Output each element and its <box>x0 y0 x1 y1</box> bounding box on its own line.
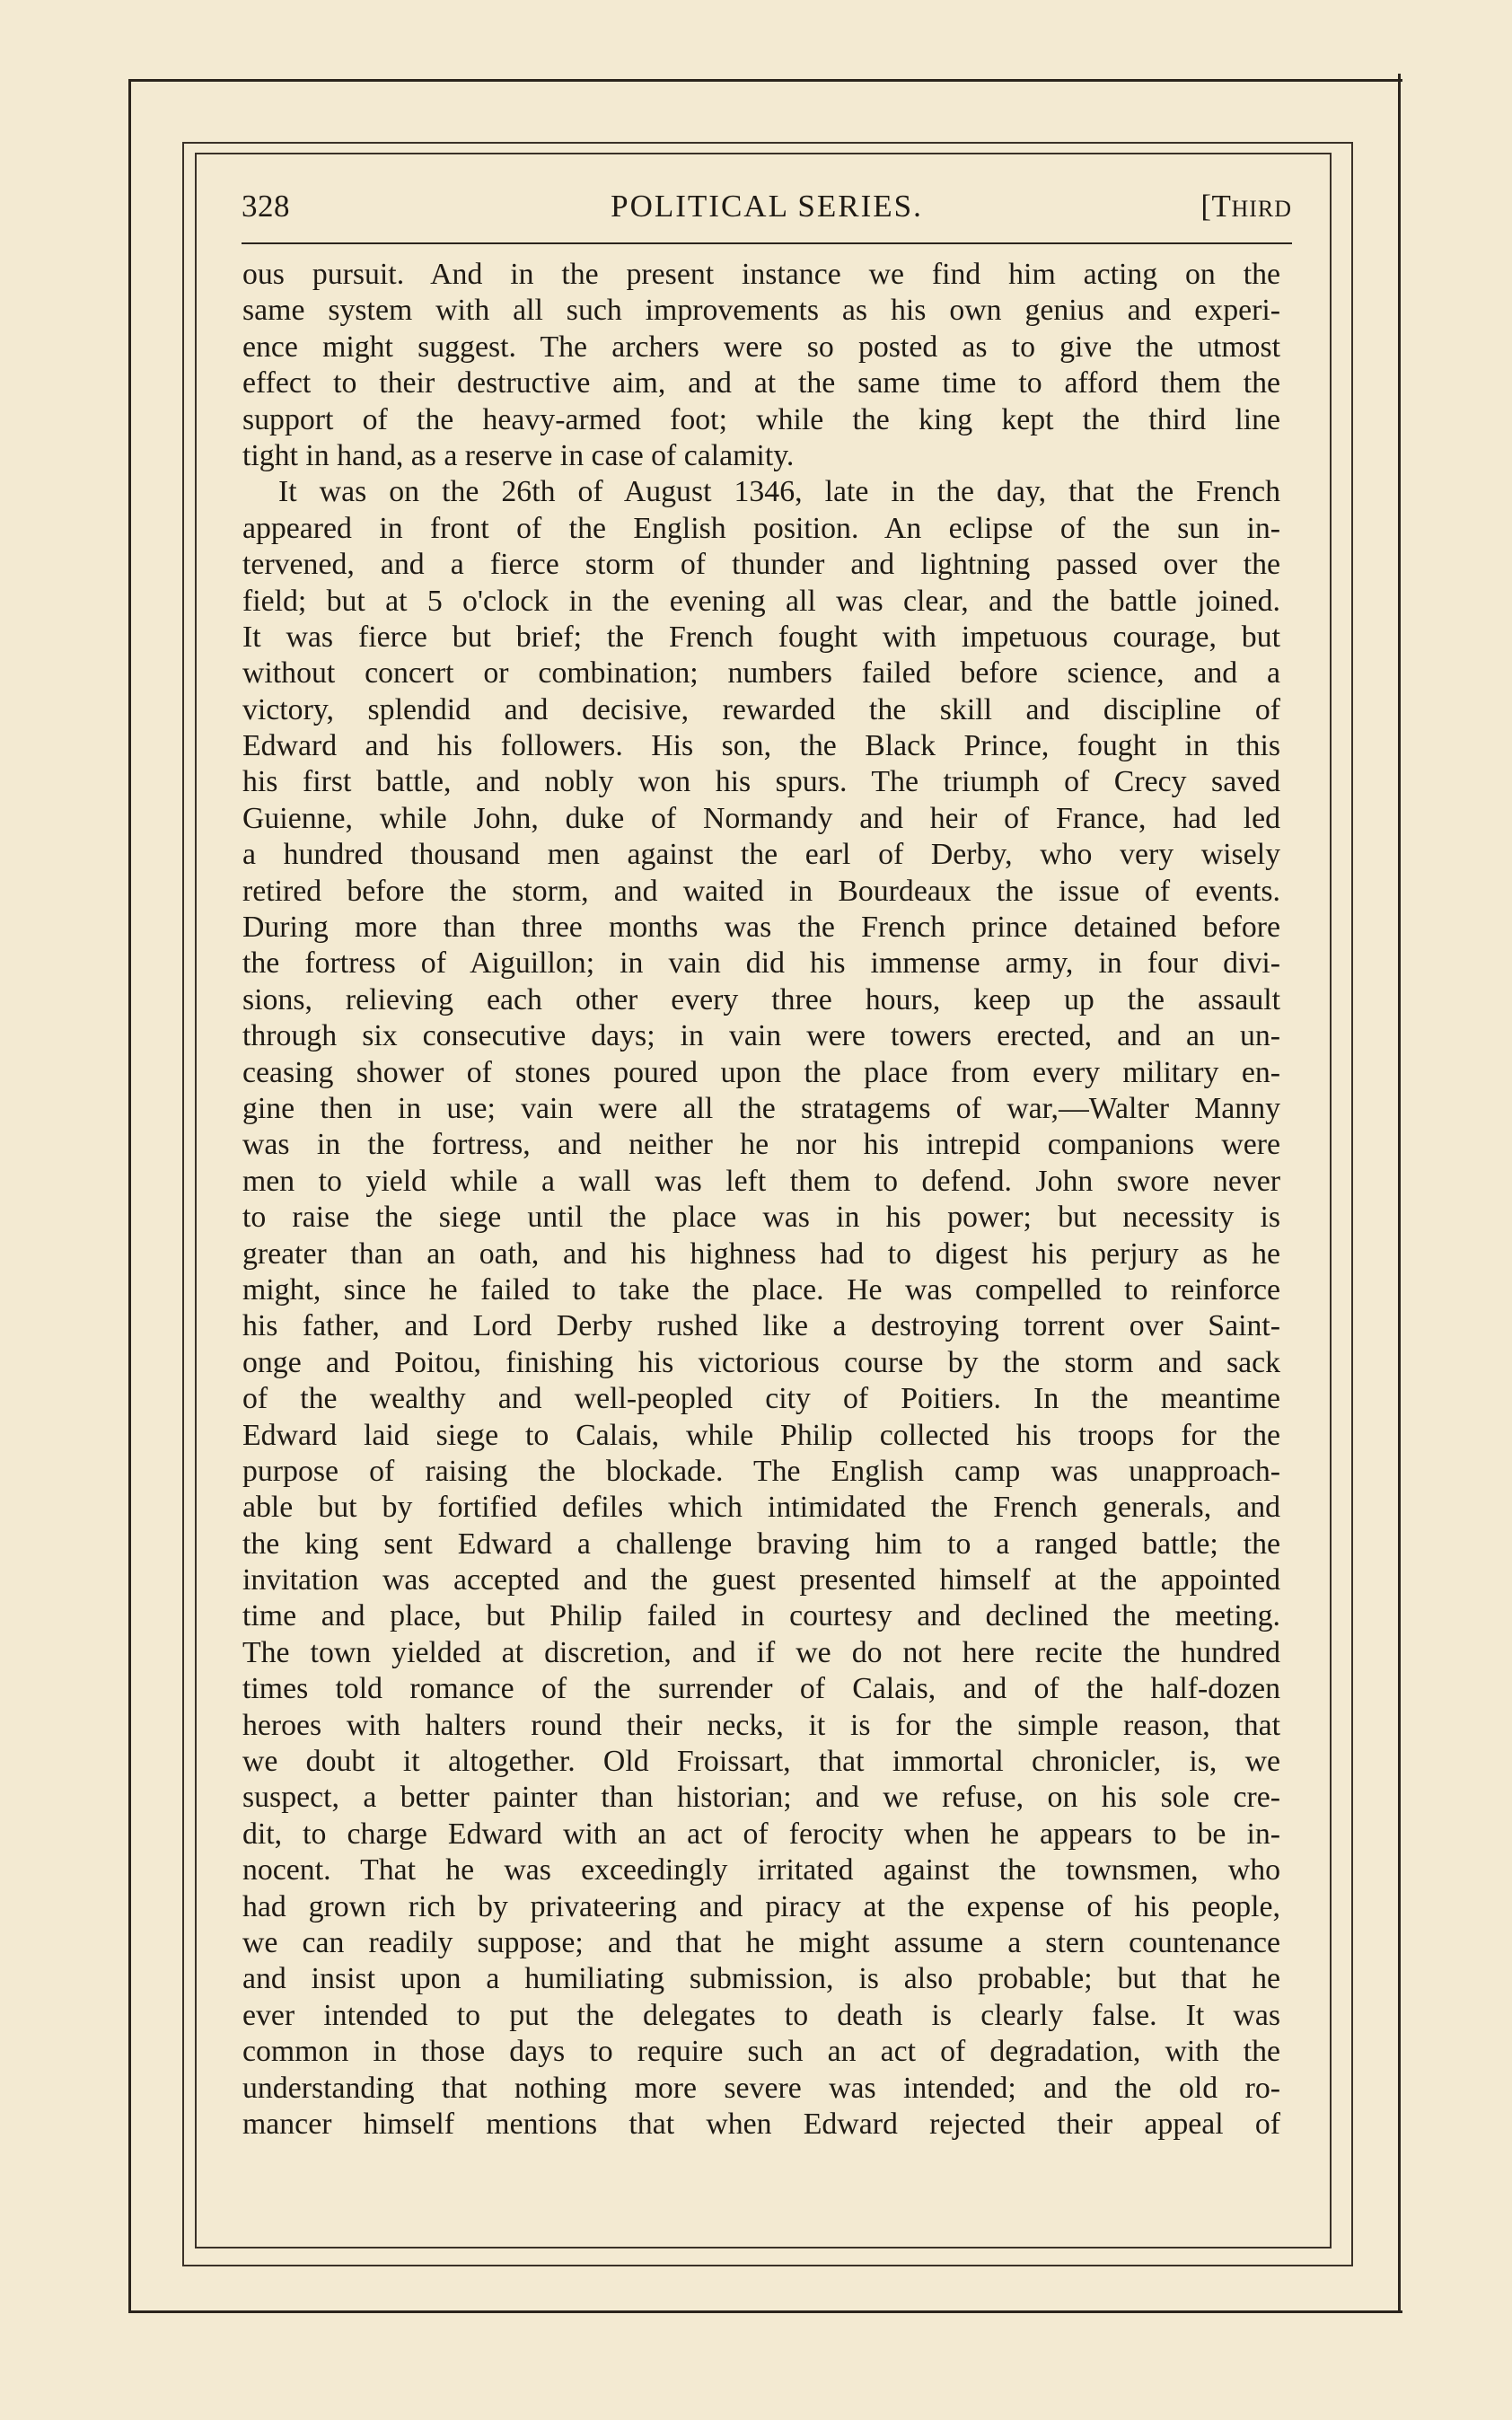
body-text <box>242 257 1280 2143</box>
text-line: effect to their destructive aim, and at the same time to afford them the <box>242 366 1280 400</box>
text-line: same system with all such improvements as his own genius and experi- <box>242 294 1280 328</box>
text-line: times told romance of the surrender of Calais, and of the half-dozen <box>242 1672 1280 1706</box>
text-line: dit, to charge Edward with an act of ferocity when he appears to be in- <box>242 1817 1280 1851</box>
text-line: common in those days to require such an act of degradation, with the <box>242 2035 1280 2069</box>
text-line: ceasing shower of stones poured upon the place from every military en- <box>242 1055 1280 1089</box>
text-line: gine then in use; vain were all the stratagems of war,—Walter Manny <box>242 1091 1280 1125</box>
running-title: POLITICAL SERIES. <box>611 189 923 224</box>
section-label <box>1200 189 1292 224</box>
text-line: Guienne, while John, duke of Normandy and heir of France, had led <box>242 801 1280 835</box>
text-line: ever intended to put the delegates to death is clearly false. It was <box>242 1998 1280 2032</box>
text-line: purpose of raising the blockade. The English camp was unapproach- <box>242 1454 1280 1488</box>
text-line: Edward laid siege to Calais, while Philip collected his troops for the <box>242 1418 1280 1452</box>
text-line: heroes with halters round their necks, it is for the simple reason, that <box>242 1708 1280 1742</box>
text-line: During more than three months was the French prince detained before <box>242 911 1280 945</box>
text-line: It was fierce but brief; the French fought with impetuous courage, but <box>242 620 1280 654</box>
text-line: understanding that nothing more severe was intended; and the old ro- <box>242 2071 1280 2105</box>
text-line: of the wealthy and well-peopled city of Poitiers. In the meantime <box>242 1382 1280 1416</box>
text-line: Edward and his followers. His son, the Black Prince, fought in this <box>242 729 1280 763</box>
text-line: ence might suggest. The archers were so posted as to give the utmost <box>242 330 1280 364</box>
text-line: greater than an oath, and his highness had to digest his perjury as he <box>242 1236 1280 1271</box>
outer-page-border-right <box>1398 74 1401 2313</box>
text-line: tight in hand, as a reserve in case of calamity. <box>242 438 795 472</box>
text-line: The town yielded at discretion, and if we do not here recite the hundred <box>242 1635 1280 1669</box>
text-line: men to yield while a wall was left them to defend. John swore never <box>242 1164 1280 1198</box>
text-line: was in the fortress, and neither he nor his intrepid companions were <box>242 1128 1280 1162</box>
text-line: his father, and Lord Derby rushed like a destroying torrent over Saint- <box>242 1309 1280 1343</box>
running-header <box>242 189 1292 235</box>
text-line: his first battle, and nobly won his spurs. The triumph of Crecy saved <box>242 765 1280 799</box>
text-line: sions, relieving each other every three hours, keep up the assault <box>242 982 1280 1016</box>
text-line: able but by fortified defiles which intimidated the French generals, and <box>242 1491 1280 1525</box>
text-line: to raise the siege until the place was in his power; but necessity is <box>242 1201 1280 1235</box>
text-line: we doubt it altogether. Old Froissart, that immortal chronicler, is, we <box>242 1745 1280 1779</box>
text-line: tervened, and a fierce storm of thunder and lightning passed over the <box>242 548 1280 582</box>
section-label-rest: HIRD <box>1231 196 1292 222</box>
text-line: might, since he failed to take the place. He was compelled to reinforce <box>242 1272 1280 1307</box>
text-line: nocent. That he was exceedingly irritated against the townsmen, who <box>242 1853 1280 1888</box>
text-line: ous pursuit. And in the present instance we find him acting on the <box>242 258 1280 291</box>
text-line: victory, splendid and decisive, rewarded the skill and discipline of <box>242 692 1280 726</box>
text-line: field; but at 5 o'clock in the evening all was clear, and the battle joined. <box>242 584 1280 618</box>
text-line: through six consecutive days; in vain were towers erected, and an un- <box>242 1019 1280 1053</box>
text-line: the fortress of Aiguillon; in vain did his immense army, in four divi- <box>242 946 1280 981</box>
text-line: we can readily suppose; and that he might assume a stern countenance <box>242 1925 1280 1959</box>
text-line: retired before the storm, and waited in Bourdeaux the issue of events. <box>242 874 1280 908</box>
text-line: suspect, a better painter than historian; and we refuse, on his sole cre- <box>242 1781 1280 1815</box>
text-line: had grown rich by privateering and piracy at the expense of his people, <box>242 1889 1280 1923</box>
text-line: the king sent Edward a challenge braving him to a ranged battle; the <box>242 1527 1280 1561</box>
section-label-initial: [T <box>1200 189 1232 224</box>
text-line: without concert or combination; numbers failed before science, and a <box>242 656 1280 691</box>
text-line: mancer himself mentions that when Edward rejected their appeal of <box>242 2107 1280 2141</box>
text-line: onge and Poitou, finishing his victorious course by the storm and sack <box>242 1345 1280 1379</box>
text-line: and insist upon a humiliating submission, is also probable; but that he <box>242 1962 1280 1996</box>
text-line: It was on the 26th of August 1346, late in the day, that the French <box>278 475 1280 509</box>
page-number: 328 <box>242 189 290 224</box>
header-rule <box>242 242 1292 244</box>
text-line: invitation was accepted and the guest presented himself at the appointed <box>242 1563 1280 1597</box>
text-line: support of the heavy-armed foot; while the king kept the third line <box>242 402 1280 436</box>
text-line: appeared in front of the English position. An eclipse of the sun in- <box>242 511 1280 545</box>
text-line: time and place, but Philip failed in courtesy and declined the meeting. <box>242 1599 1280 1633</box>
text-line: a hundred thousand men against the earl of Derby, who very wisely <box>242 838 1280 872</box>
